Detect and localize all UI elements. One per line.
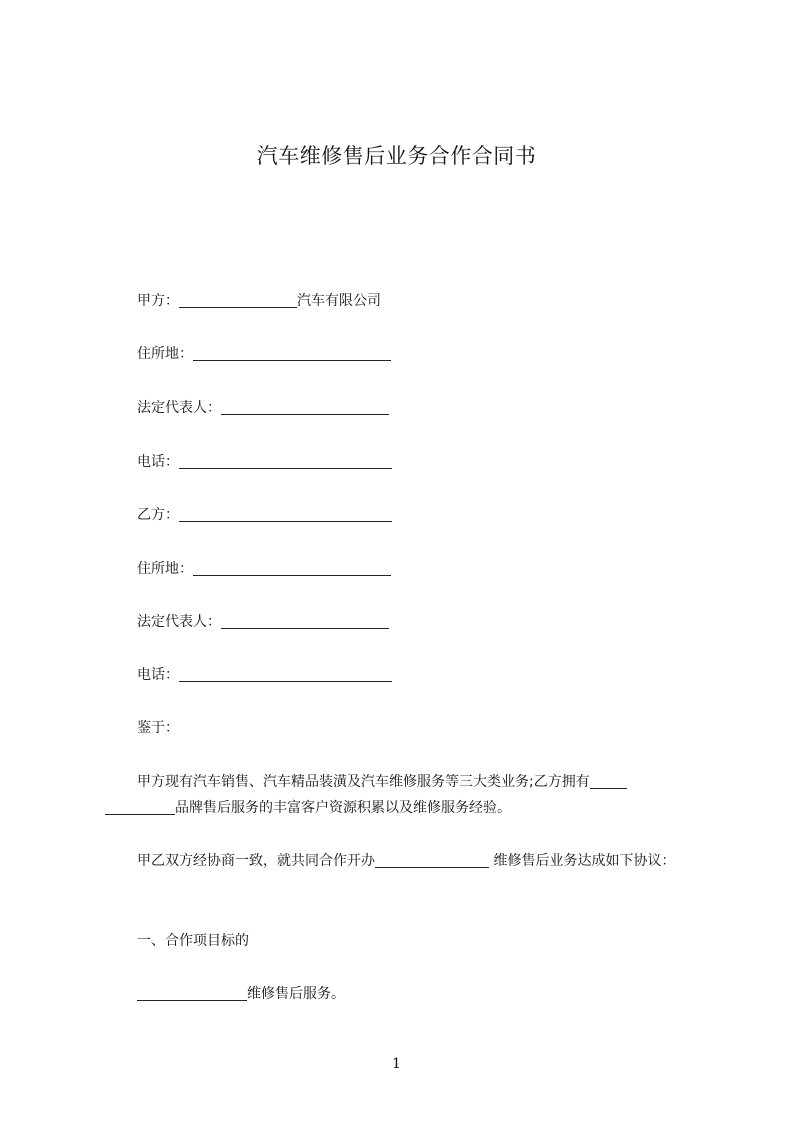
address-label: 住所地： — [137, 561, 193, 577]
party-a-line — [137, 291, 381, 311]
para1-blank-a — [590, 774, 627, 789]
legal-rep-label: 法定代表人： — [137, 614, 221, 630]
para1-text-b: 品牌售后服务的丰富客户资源积累以及维修服务经验。 — [175, 800, 511, 816]
para2-text-a: 甲乙双方经协商一致，就共同合作开办 — [137, 853, 375, 869]
party-a-rep-line — [137, 398, 389, 418]
party-a-phone-line — [137, 452, 392, 472]
document-title: 汽车维修售后业务合作合同书 — [256, 144, 537, 168]
para2-blank — [375, 853, 489, 868]
party-b-rep-blank — [221, 614, 389, 629]
whereas-paragraph-2 — [105, 848, 705, 874]
party-b-address-line — [137, 559, 391, 579]
section-1-text: 维修售后服务。 — [247, 986, 345, 1002]
page-number: 1 — [392, 1056, 401, 1072]
party-b-line — [137, 505, 392, 525]
phone-label: 电话： — [137, 454, 179, 470]
section-1-heading: 一、合作项目标的 — [137, 933, 249, 949]
party-b-label: 乙方： — [137, 507, 179, 523]
para1-blank-b — [105, 800, 175, 815]
party-b-address-blank — [193, 561, 391, 576]
phone-label: 电话： — [137, 667, 179, 683]
section-1-blank — [137, 986, 247, 1001]
party-a-blank — [179, 293, 297, 308]
party-a-suffix: 汽车有限公司 — [297, 293, 381, 309]
party-b-blank — [179, 507, 392, 522]
section-1-line — [137, 984, 345, 1004]
party-a-phone-blank — [179, 454, 392, 469]
party-b-phone-line — [137, 665, 392, 685]
party-b-rep-line — [137, 612, 389, 632]
party-a-address-line — [137, 344, 391, 364]
legal-rep-label: 法定代表人： — [137, 400, 221, 416]
para1-text-a: 甲方现有汽车销售、汽车精品装潢及汽车维修服务等三大类业务;乙方拥有 — [137, 774, 590, 790]
whereas-paragraph-1 — [105, 769, 705, 821]
party-a-label: 甲方： — [137, 293, 179, 309]
party-a-rep-blank — [221, 400, 389, 415]
address-label: 住所地： — [137, 346, 193, 362]
party-a-address-blank — [193, 346, 391, 361]
para2-text-b: 维修售后业务达成如下协议： — [489, 853, 676, 869]
whereas-heading: 鉴于： — [137, 720, 179, 736]
party-b-phone-blank — [179, 667, 392, 682]
